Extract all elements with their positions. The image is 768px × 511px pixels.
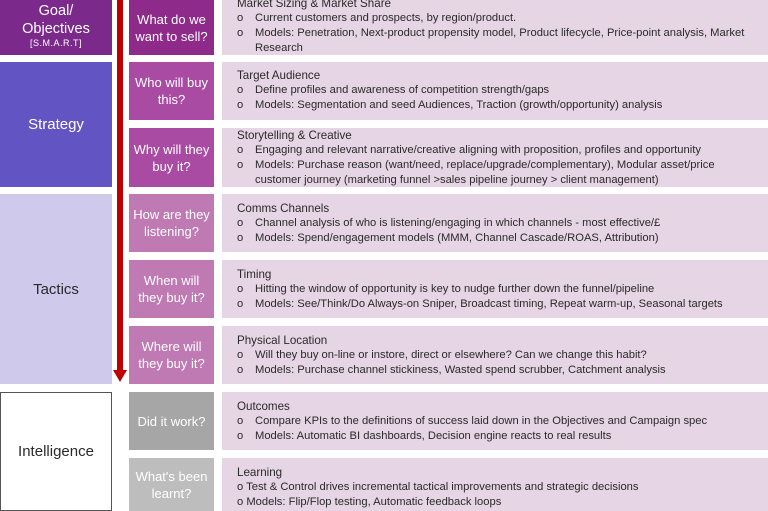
detail-bullet-text: Hitting the window of opportunity is key to nudge further down the funnel/pipeline [255, 283, 655, 295]
detail-bullet-text: Define profiles and awareness of competition strength/gaps [255, 84, 550, 96]
question-learnt [129, 458, 214, 511]
bullet-marker: o [237, 12, 244, 24]
detail-bullet [237, 348, 760, 363]
detail-bullet [237, 158, 760, 187]
detail-bullet-text: Models: Purchase channel stickiness, Wasted spend scrubber, Catchment analysis [255, 364, 666, 376]
detail-heading: Target Audience [237, 69, 321, 82]
detail-heading: Learning [237, 466, 283, 479]
detail-heading: Outcomes [237, 400, 290, 413]
bullet-marker: o [237, 217, 244, 229]
bullet-marker: o [237, 27, 244, 39]
stage-goal-sub: [S.M.A.R.T] [29, 38, 82, 48]
detail-bullet-text: Will they buy on-line or instore, direct or elsewhere? Can we change this habit? [255, 349, 647, 361]
detail-learning [222, 458, 768, 511]
detail-bullet [237, 297, 760, 312]
stage-intelligence-title: Intelligence [18, 443, 94, 460]
detail-bullet [237, 429, 760, 444]
question-where [129, 326, 214, 384]
question-how-text: How are they listening? [133, 207, 210, 239]
detail-bullet [237, 11, 760, 26]
detail-heading: Timing [237, 268, 272, 281]
detail-heading: Storytelling & Creative [237, 129, 352, 142]
detail-bullet-text: Models: Penetration, Next-product propensity model, Product lifecycle, Price-point analysis, Market Research [255, 27, 745, 54]
bullet-marker: o [237, 84, 244, 96]
bullet-marker: o [237, 283, 244, 295]
detail-bullet [237, 216, 760, 231]
question-when [129, 260, 214, 318]
detail-heading: Physical Location [237, 334, 328, 347]
bullet-marker: o [237, 415, 244, 427]
stage-intelligence [0, 392, 112, 511]
question-what-text: What do we want to sell? [135, 11, 208, 44]
detail-bullet-text: Compare KPIs to the definitions of success laid down in the Objectives and Campaign spec [255, 415, 708, 427]
question-who-text: Who will buy this? [135, 75, 208, 107]
stage-strategy [0, 62, 112, 187]
bullet-marker: o [237, 99, 244, 111]
detail-bullet [237, 143, 760, 158]
detail-bullet: o Test & Control drives incremental tactical improvements and strategic decisions [237, 481, 639, 493]
detail-market-sizing [222, 0, 768, 55]
question-did-it-work-text: Did it work? [137, 413, 206, 429]
question-learnt-text: What's been learnt? [135, 468, 208, 501]
detail-storytelling [222, 128, 768, 187]
question-why [129, 128, 214, 187]
bullet-marker: o [237, 298, 244, 310]
detail-target-audience [222, 62, 768, 120]
stage-strategy-title: Strategy [28, 116, 84, 133]
detail-outcomes [222, 392, 768, 450]
detail-bullet-text: Models: Spend/engagement models (MMM, Channel Cascade/ROAS, Attribution) [255, 232, 659, 244]
detail-bullet: o Models: Flip/Flop testing, Automatic feedback loops [237, 496, 502, 508]
detail-heading: Comms Channels [237, 202, 330, 215]
question-why-text: Why will they buy it? [133, 141, 210, 174]
bullet-marker: o [237, 430, 244, 442]
question-how [129, 194, 214, 252]
detail-bullet [237, 98, 760, 113]
detail-bullet [237, 231, 760, 246]
detail-comms-channels [222, 194, 768, 252]
stage-goal [0, 0, 112, 55]
question-where-text: Where will they buy it? [138, 339, 205, 371]
stage-tactics-title: Tactics [33, 280, 79, 298]
detail-bullet [237, 83, 760, 98]
question-when-text: When will they buy it? [138, 273, 205, 305]
stage-tactics [0, 194, 112, 384]
detail-bullet-text: Current customers and prospects, by region/product. [255, 12, 517, 24]
detail-bullet [237, 282, 760, 297]
detail-timing [222, 260, 768, 318]
detail-bullet [237, 363, 760, 378]
stage-goal-title: Goal/ Objectives [22, 3, 90, 37]
detail-bullet-text: Models: Segmentation and seed Audiences, Traction (growth/opportunity) analysis [255, 99, 663, 111]
bullet-marker: o [237, 144, 244, 156]
detail-heading: Market Sizing & Market Share [237, 0, 391, 10]
detail-physical-location [222, 326, 768, 384]
detail-bullet-text: Models: See/Think/Do Always-on Sniper, Broadcast timing, Repeat warm-up, Seasonal targets [255, 298, 723, 310]
bullet-marker: o [237, 232, 244, 244]
detail-bullet-text: Channel analysis of who is listening/engaging in which channels - most effective/£ [255, 217, 661, 229]
detail-bullet-text: Engaging and relevant narrative/creative aligning with proposition, profiles and opportunity [255, 144, 701, 156]
bullet-marker: o [237, 364, 244, 376]
question-what [129, 0, 214, 55]
detail-bullet-text: Models: Automatic BI dashboards, Decision engine reacts to real results [255, 430, 612, 442]
detail-bullet-text: Models: Purchase reason (want/need, replace/upgrade/complementary), Modular asset/price customer journey (marketing funnel >sales pipeline journey > client management) [255, 159, 715, 186]
question-did-it-work [129, 392, 214, 450]
flow-arrow-head [113, 370, 127, 382]
bullet-marker: o [237, 159, 244, 171]
flow-arrow-shaft [117, 0, 123, 372]
bullet-marker: o [237, 349, 244, 361]
detail-bullet [237, 26, 760, 55]
detail-bullet [237, 414, 760, 429]
question-who [129, 62, 214, 120]
